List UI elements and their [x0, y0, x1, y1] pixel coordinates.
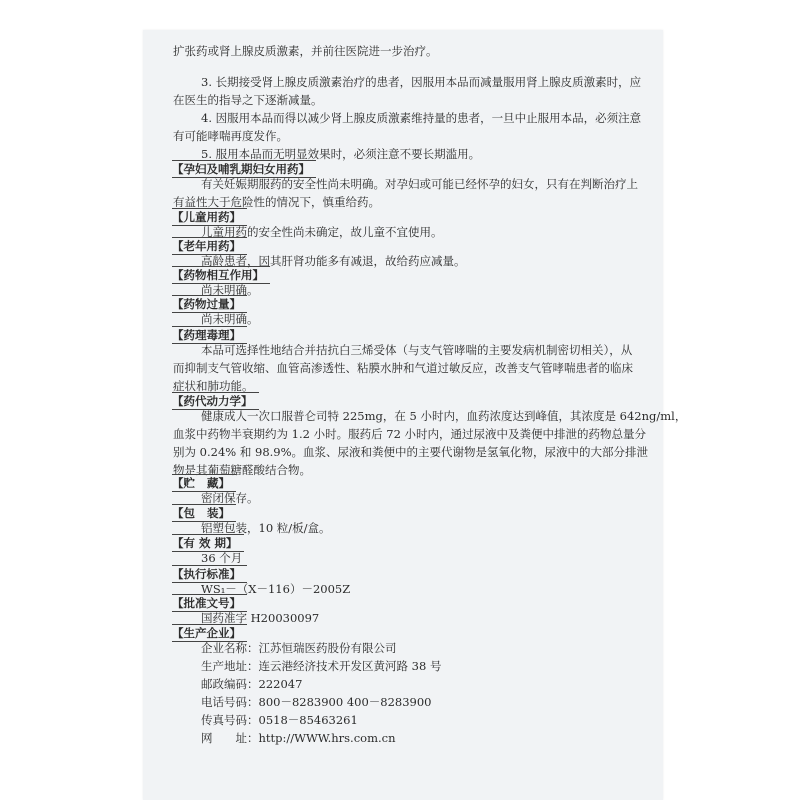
elderly-text: 高龄患者，因其肝肾功能多有减退，故给药应减量。	[201, 254, 466, 268]
elderly-heading: 【老年用药】	[172, 237, 247, 255]
manufacturer-heading: 【生产企业】	[172, 624, 247, 642]
package-heading: 【包 装】	[172, 504, 236, 522]
pharmacology-heading: 【药理毒理】	[172, 326, 247, 344]
children-text: 儿童用药的安全性尚未确定，故儿童不宜使用。	[201, 225, 443, 239]
approval-heading: 【批准文号】	[172, 594, 247, 612]
standard-text: WS₁－（X－116）－2005Z	[201, 582, 351, 596]
pk-line-3: 别为 0.24% 和 98.9%。血浆、尿液和粪便中的主要代谢物是氢氧化物，尿液中的大部分排泄	[173, 445, 649, 459]
interactions-heading: 【药物相互作用】	[172, 266, 270, 284]
validity-text: 36 个月	[201, 551, 243, 565]
pregnancy-line-1: 有关妊娠期服药的安全性尚未明确。对孕妇或可能已经怀孕的妇女，只有在判断治疗上	[201, 177, 638, 191]
storage-heading: 【贮 藏】	[172, 474, 236, 492]
prev-line-1: 扩张药或肾上腺皮质激素，并前往医院进一步治疗。	[173, 44, 438, 58]
pregnancy-heading: 【孕妇及哺乳期妇女用药】	[172, 160, 316, 178]
pharmacology-line-1: 本品可选择性地结合并拮抗白三烯受体（与支气管哮喘的主要发病机制密切相关），从	[201, 343, 633, 357]
pharmacology-line-3: 症状和肺功能。	[173, 379, 254, 393]
pregnancy-line-2: 有益性大于危险性的情况下，慎重给药。	[173, 195, 380, 209]
fax-number: 传真号码：0518－85463261	[201, 713, 358, 727]
children-heading: 【儿童用药】	[172, 208, 247, 226]
approval-text: 国药准字 H20030097	[201, 611, 320, 625]
website-label: 网 址：	[201, 731, 259, 745]
precaution-4-line-1: 4. 因服用本品而得以减少肾上腺皮质激素维持量的患者，一旦中止服用本品，必须注意	[201, 111, 642, 125]
pharmacology-line-2: 而抑制支气管收缩、血管高渗透性、粘膜水肿和气道过敏反应，改善支气管哮喘患者的临床	[173, 361, 633, 375]
validity-heading: 【有 效 期】	[172, 534, 244, 552]
precaution-3-line-1: 3. 长期接受肾上腺皮质激素治疗的患者，因服用本品而减量服用肾上腺皮质激素时，应	[201, 75, 642, 89]
pharmacokinetics-heading: 【药代动力学】	[172, 392, 259, 410]
precaution-3-line-2: 在医生的指导之下逐渐减量。	[173, 93, 323, 107]
website-url: http://WWW.hrs.com.cn	[258, 731, 396, 745]
pk-line-1: 健康成人一次口服普仑司特 225mg，在 5 小时内，血药浓度达到峰值，其浓度是 642ng/ml，	[201, 409, 687, 423]
phone-numbers: 电话号码：800－8283900 400－8283900	[201, 695, 432, 709]
storage-text: 密闭保存。	[201, 491, 259, 505]
package-text: 铝塑包装，10 粒/板/盒。	[201, 521, 331, 535]
website-line	[201, 731, 395, 745]
postal-code: 邮政编码：222047	[201, 677, 303, 691]
interactions-text: 尚未明确。	[201, 283, 259, 297]
company-name: 企业名称：江苏恒瑞医药股份有限公司	[201, 641, 397, 655]
pk-line-2: 血浆中药物半衰期约为 1.2 小时。服药后 72 小时内，通过尿液中及粪便中排泄的药物总量分	[173, 427, 647, 441]
standard-heading: 【执行标准】	[172, 565, 247, 583]
company-address: 生产地址：连云港经济技术开发区黄河路 38 号	[201, 659, 442, 673]
precaution-5: 5. 服用本品而无明显效果时，必须注意不要长期滥用。	[201, 147, 481, 161]
pk-line-4: 物是其葡萄糖醛酸结合物。	[173, 463, 311, 477]
overdose-heading: 【药物过量】	[172, 295, 247, 313]
overdose-text: 尚未明确。	[201, 312, 259, 326]
precaution-4-line-2: 有可能哮喘再度发作。	[173, 129, 288, 143]
